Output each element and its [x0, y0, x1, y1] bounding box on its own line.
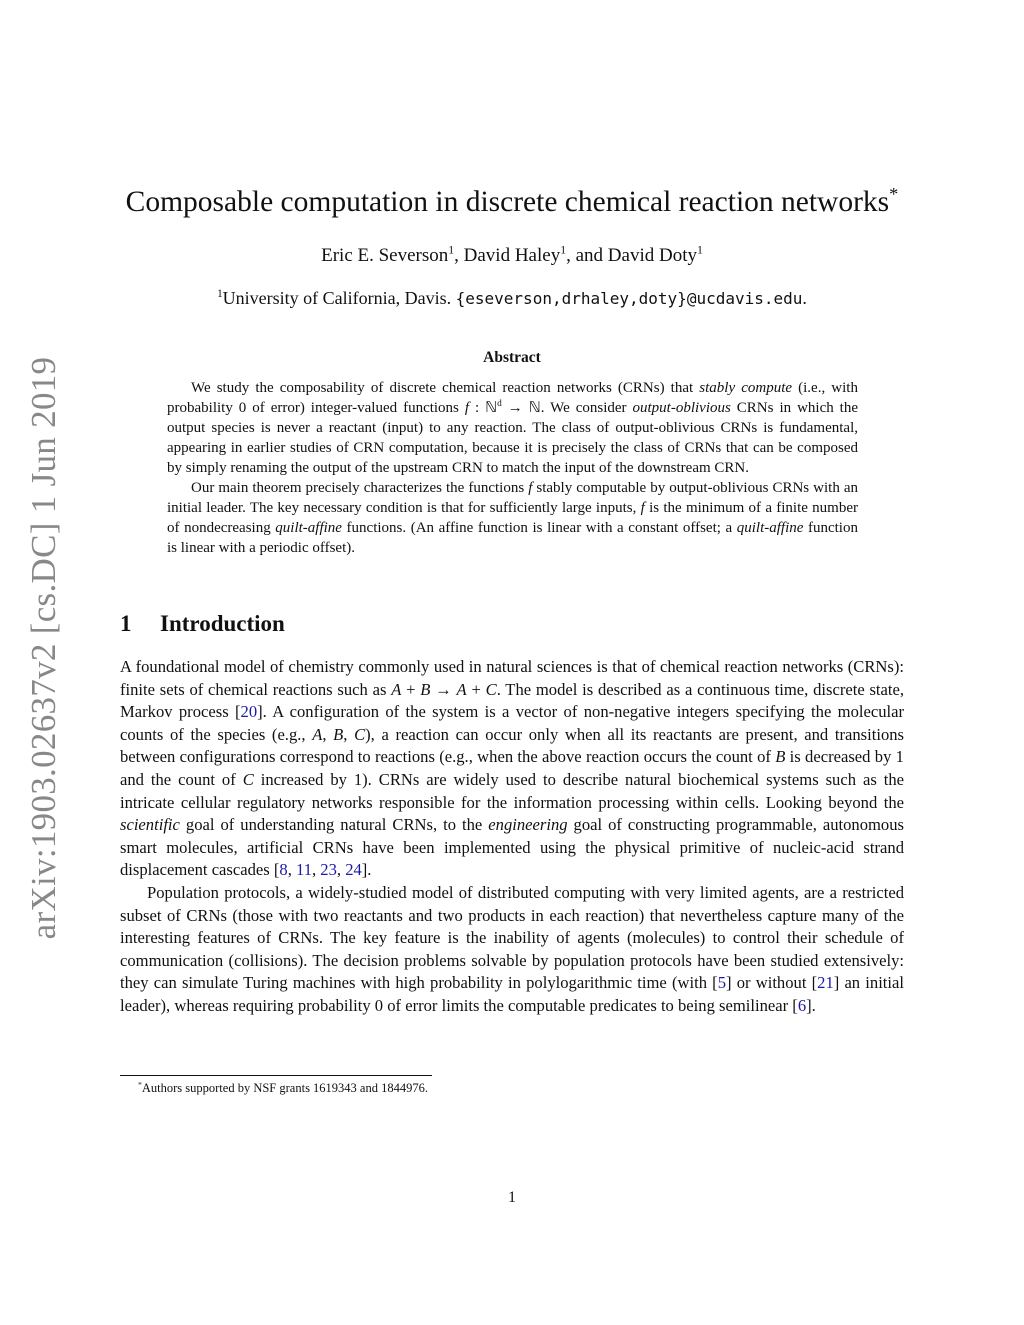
citation-link[interactable]: 24 — [345, 860, 362, 880]
section-title: Introduction — [160, 611, 285, 636]
citation-link[interactable]: 5 — [717, 973, 727, 993]
author-affiliation-mark: 1 — [696, 243, 703, 257]
math-text: : ℕ — [469, 400, 498, 416]
footnote-mark: * — [138, 1079, 142, 1089]
abstract-text: function is linear with a periodic offset). — [167, 520, 858, 556]
body-text-run: ]. — [361, 860, 372, 880]
author-separator: , and — [566, 245, 608, 266]
abstract-emphasis: output-oblivious — [632, 400, 731, 416]
abstract-body — [167, 378, 858, 558]
body-text — [120, 656, 904, 1018]
author-name: David Haley — [463, 245, 561, 266]
paper-title-text: Composable computation in discrete chemical reaction networks — [125, 186, 890, 218]
math-variable: A — [391, 679, 402, 699]
body-text-run: ] or without [ — [726, 973, 818, 993]
affiliation-end: . — [802, 288, 807, 308]
citation-link[interactable]: 23 — [320, 860, 337, 880]
math-variable: C — [354, 724, 366, 744]
math-variable: C — [242, 769, 254, 789]
math-superscript: d — [497, 399, 502, 409]
body-text-run: A foundational model of chemistry commonly used in natural sciences is that of chemical reaction networks (CRNs): finite sets of chemical reactions such as — [120, 657, 904, 699]
abstract-text: Our main theorem precisely characterizes the functions — [191, 480, 529, 496]
math-text: → — [430, 679, 457, 699]
body-text-run: , — [343, 724, 355, 744]
math-variable: f — [464, 400, 470, 416]
section-heading — [120, 608, 285, 640]
abstract-text: stably computable by output-oblivious CRNs with an initial leader. The key necessary condition is that for sufficiently large inputs, — [167, 480, 858, 516]
abstract-text: (i.e., with probability 0 of error) integer-valued functions — [167, 380, 858, 416]
abstract-emphasis: quilt-affine — [275, 520, 342, 536]
math-variable: f — [640, 500, 645, 516]
paper-title — [120, 182, 904, 222]
body-text-run: increased by 1). CRNs are widely used to describe natural biochemical systems such as the intricate cellular regulatory networks responsible for the information processing within cells. Looking beyond the — [120, 769, 904, 812]
math-variable: A — [312, 724, 323, 744]
math-text: + — [466, 679, 486, 699]
affiliation-emails: {eseverson,drhaley,doty}@ucdavis.edu — [455, 289, 803, 308]
abstract-emphasis: quilt-affine — [736, 520, 804, 536]
abstract-text: → ℕ. We consider — [501, 400, 633, 416]
citation-link[interactable]: 6 — [797, 995, 807, 1015]
affiliation-mark: 1 — [217, 288, 223, 300]
author-name: Eric E. Severson — [321, 245, 449, 266]
body-text-run: , — [322, 724, 334, 744]
page-number: 1 — [508, 1189, 516, 1206]
abstract-paragraph — [167, 478, 858, 558]
math-variable: B — [775, 747, 786, 767]
body-text-run: goal of constructing programmable, autonomous smart molecules, artificial CRNs have been implemented using the physical primitive of nucleic-acid strand displacement cascades [ — [120, 815, 904, 880]
footnote-rule — [120, 1075, 432, 1076]
author-separator: , — [454, 245, 464, 266]
body-text-run: , — [312, 860, 321, 880]
citation-link[interactable]: 8 — [279, 860, 288, 880]
body-text-run: ] an initial leader), whereas requiring probability 0 of error limits the computable predicates to being semilinear [ — [120, 973, 904, 1015]
math-variable: C — [485, 679, 497, 699]
body-emphasis: engineering — [488, 815, 568, 835]
body-paragraph — [120, 882, 904, 1018]
section-number: 1 — [120, 611, 132, 636]
body-text-run: is decreased by 1 and the count of — [120, 747, 904, 789]
abstract-emphasis: stably compute — [699, 380, 793, 396]
arxiv-identifier-text: arXiv:1903.02637v2 [cs.DC] 1 Jun 2019 — [24, 356, 63, 940]
citation-link[interactable]: 21 — [817, 973, 834, 993]
math-variable: B — [333, 724, 344, 744]
math-variable: f — [528, 480, 533, 496]
body-text-run: ]. A configuration of the system is a vector of non-negative integers specifying the molecular counts of the species (e.g., — [120, 702, 905, 744]
body-text-run: goal of understanding natural CRNs, to the — [179, 815, 489, 835]
body-text-run: , — [336, 860, 346, 880]
body-text-run: ]. — [806, 995, 816, 1015]
author-list — [120, 242, 904, 270]
math-variable: B — [420, 679, 431, 699]
abstract-text: functions. (An affine function is linear with a constant offset; a — [341, 520, 737, 536]
abstract-paragraph — [167, 378, 858, 478]
body-text-run: . The model is described as a continuous time, discrete state, Markov process [ — [120, 679, 905, 722]
footnote-text: Authors supported by NSF grants 1619343 and 1844976. — [141, 1081, 428, 1095]
body-text-run: , — [287, 860, 297, 880]
affiliation — [120, 284, 904, 313]
citation-link[interactable]: 11 — [296, 860, 312, 880]
author-name: David Doty — [607, 245, 697, 266]
citation-link[interactable]: 20 — [240, 702, 258, 722]
body-text-run: ), a reaction can occur only when all its reactants are present, and transitions between configurations correspond to reactions (e.g., when the above reaction occurs the count of — [120, 724, 904, 767]
math-variable: A — [456, 679, 467, 699]
title-footnote-mark: * — [889, 184, 899, 205]
footnote — [138, 1079, 428, 1097]
arxiv-identifier-stamp — [0, 0, 80, 1325]
math-text: + — [401, 679, 421, 699]
author-affiliation-mark: 1 — [560, 243, 567, 257]
body-paragraph — [120, 656, 904, 882]
body-text-run: Population protocols, a widely-studied model of distributed computing with very limited agents, are a restricted subset of CRNs (those with two reactants and two products in each reaction) that nevertheless capture many of the interesting features of CRNs. The key feature is the inability of agents (molecules) to control their schedule of communication (collisions). The decision problems solvable by population protocols have been studied extensively: they can simulate Turing machines with high probability in polylogarithmic time (with [ — [120, 882, 904, 993]
abstract-text: We study the composability of discrete chemical reaction networks (CRNs) that — [191, 380, 700, 396]
abstract-text: is the minimum of a finite number of nondecreasing — [167, 500, 859, 536]
affiliation-institution: University of California, Davis. — [222, 288, 456, 308]
abstract-text: CRNs in which the output species is never a reactant (input) to any reaction. The class of output-oblivious CRNs is fundamental, appearing in earlier studies of CRN computation, because it is precisely the class of CRNs that can be composed by simply renaming the output of the upstream CRN to match the input of the downstream CRN. — [167, 400, 859, 476]
body-emphasis: scientific — [120, 815, 180, 835]
author-affiliation-mark: 1 — [448, 243, 455, 257]
abstract-heading: Abstract — [483, 349, 541, 366]
